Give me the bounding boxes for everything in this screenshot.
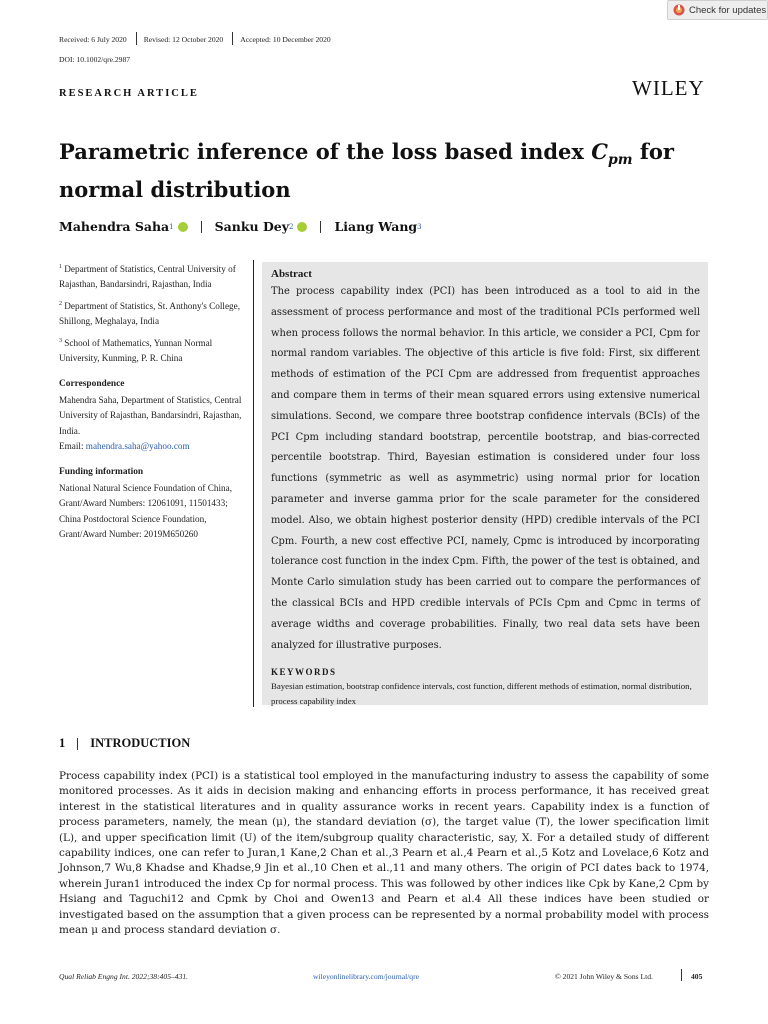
accepted-date: Accepted: 10 December 2020 xyxy=(240,35,331,44)
affiliation xyxy=(59,260,247,293)
title-subscript: pm xyxy=(607,152,633,169)
author-affil-ref[interactable]: 1 xyxy=(169,222,174,231)
revised-date: Revised: 12 October 2020 xyxy=(143,35,224,44)
article-dates xyxy=(59,35,331,45)
affiliation-number: 3 xyxy=(59,337,62,344)
journal-url[interactable]: wileyonlinelibrary.com/journal/qre xyxy=(313,972,419,981)
author-name[interactable]: Mahendra Saha xyxy=(59,219,170,234)
affiliation-text: Department of Statistics, Central University of Rajasthan, Bandarsindri, Rajasthan, India xyxy=(59,264,236,290)
orcid-icon[interactable] xyxy=(297,222,307,232)
section-number: 1 xyxy=(59,736,66,750)
title-part2: for normal distribution xyxy=(59,139,674,203)
article-type: RESEARCH ARTICLE xyxy=(59,88,199,99)
abstract-panel xyxy=(262,262,708,705)
section-heading xyxy=(59,736,190,751)
check-updates-icon xyxy=(673,4,685,16)
title-symbol: C xyxy=(591,139,608,164)
article-info-column xyxy=(59,260,247,547)
affiliation-text: Department of Statistics, St. Anthony's College, Shillong, Meghalaya, India xyxy=(59,300,240,327)
received-date: Received: 6 July 2020 xyxy=(59,35,127,44)
funding-heading: Funding information xyxy=(59,467,144,478)
introduction-paragraph: Process capability index (PCI) is a statistical tool employed in the manufacturing industry to assess the capability of some monitored processes. As it aids in decision making and enhancing efforts in process performance, it has received great interest in the statistical literatures and in quality assurance works in recent years. Capability index is a function of process parameters, namely, the mean (μ), the standard deviation (σ), the target value (T), the lower specification limit (L), and upper specification limit (U) of the item/subgroup quality characteristic, say, X. For a detailed study of different capability indices, one can refer to Juran,1 Kane,2 Chan et al.,3 Pearn et al.,4 Pearn et al.,5 Kotz and Lovelace,6 Kotz and Johnson,7 Wu,8 Khadse and Khadse,9 Jin et al.,10 Chen et al.,11 and many others. The origin of PCI dates back to 1974, wherein Juran1 introduced the index Cp for normal process. This was followed by other indices like Cpk by Kane,2 Cpm by Hsiang and Taguchi12 and Cpmk by Choi and Owen13 and Pearn et al.4 All these indices have been studied or investigated based on the assumption that a given process can be represented by a normal probability model with process mean μ and process standard deviation σ. xyxy=(59,770,709,937)
column-divider xyxy=(253,260,254,707)
author-name[interactable]: Sanku Dey xyxy=(214,219,289,234)
page-number: 405 xyxy=(691,972,703,981)
affiliation xyxy=(59,297,247,330)
check-for-updates-button[interactable] xyxy=(667,0,768,20)
check-updates-label: Check for updates xyxy=(689,4,767,16)
email-label: Email: xyxy=(59,441,86,452)
section-title: INTRODUCTION xyxy=(90,736,191,750)
correspondence-text xyxy=(59,393,247,455)
abstract-heading: Abstract xyxy=(271,268,312,280)
affiliation-number: 1 xyxy=(59,264,62,270)
affiliation-number: 2 xyxy=(59,300,62,307)
keywords-text: Bayesian estimation, bootstrap confidence intervals, cost function, different methods of estimation, normal distribution, process capability index xyxy=(271,681,692,707)
divider xyxy=(136,32,137,45)
publisher-logo: WILEY xyxy=(632,76,705,100)
keywords-heading: KEYWORDS xyxy=(271,667,337,678)
affiliation xyxy=(59,334,247,367)
abstract-text: The process capability index (PCI) has been introduced as a tool to aid in the assessment of process performance and most of the traditional PCIs performed well when process follows the normal behavior. In this article, we consider a PCI, Cpm for normal random variables. The objective of this article is five fold: First, six different methods of estimation of the PCI Cpm are addressed from frequentist approaches and compare them in terms of their mean squared errors using extensive numerical simulations. Second, we compare three bootstrap confidence intervals (BCIs) of the PCI Cpm including standard bootstrap, percentile bootstrap, and bias-corrected percentile bootstrap. Third, Bayesian estimation is considered under four loss functions (symmetric as well as asymmetric) using normal prior for location parameter and inverse gamma prior for the scale parameter for the considered model. Also, we obtain highest posterior density (HPD) credible intervals of the PCI Cpm. Fourth, a new cost effective PCI, namely, Cpmc is introduced by incorporating tolerance cost function in the index Cpm. Fifth, the power of the test is obtained, and Monte Carlo simulation study has been carried out to compare the performances of the classical BCIs and HPD credible intervals of PCIs Cpm and Cpmc in terms of average widths and coverage probabilities. Finally, two real data sets have been analyzed for illustrative purposes. xyxy=(271,286,700,651)
correspondence-address: Mahendra Saha, Department of Statistics, Central University of Rajasthan, Bandarsindri, Rajasthan, India. xyxy=(59,394,242,436)
author-affil-ref[interactable]: 2 xyxy=(289,222,294,231)
funding-text: National Natural Science Foundation of China, Grant/Award Numbers: 12061091, 11501433; China Postdoctoral Science Foundation, Grant/Award Number: 2019M650260 xyxy=(59,482,232,540)
email-link[interactable]: mahendra.saha@yahoo.com xyxy=(85,441,190,452)
author-list xyxy=(59,219,422,234)
divider xyxy=(320,221,321,233)
orcid-icon[interactable] xyxy=(178,222,188,232)
page-title xyxy=(59,137,729,204)
author-affil-ref[interactable]: 3 xyxy=(417,222,422,231)
divider xyxy=(201,221,202,233)
journal-citation: Qual Reliab Engng Int. 2022;38:405–431. xyxy=(59,972,189,981)
copyright: © 2021 John Wiley & Sons Ltd. xyxy=(555,972,653,981)
divider xyxy=(77,738,78,750)
correspondence-heading: Correspondence xyxy=(59,379,125,390)
author-name[interactable]: Liang Wang xyxy=(334,219,418,234)
divider xyxy=(681,969,682,981)
affiliation-text: School of Mathematics, Yunnan Normal University, Kunming, P. R. China xyxy=(59,337,213,364)
doi[interactable]: DOI: 10.1002/qre.2987 xyxy=(59,55,131,64)
divider xyxy=(232,32,233,45)
title-part1: Parametric inference of the loss based index xyxy=(59,139,592,164)
